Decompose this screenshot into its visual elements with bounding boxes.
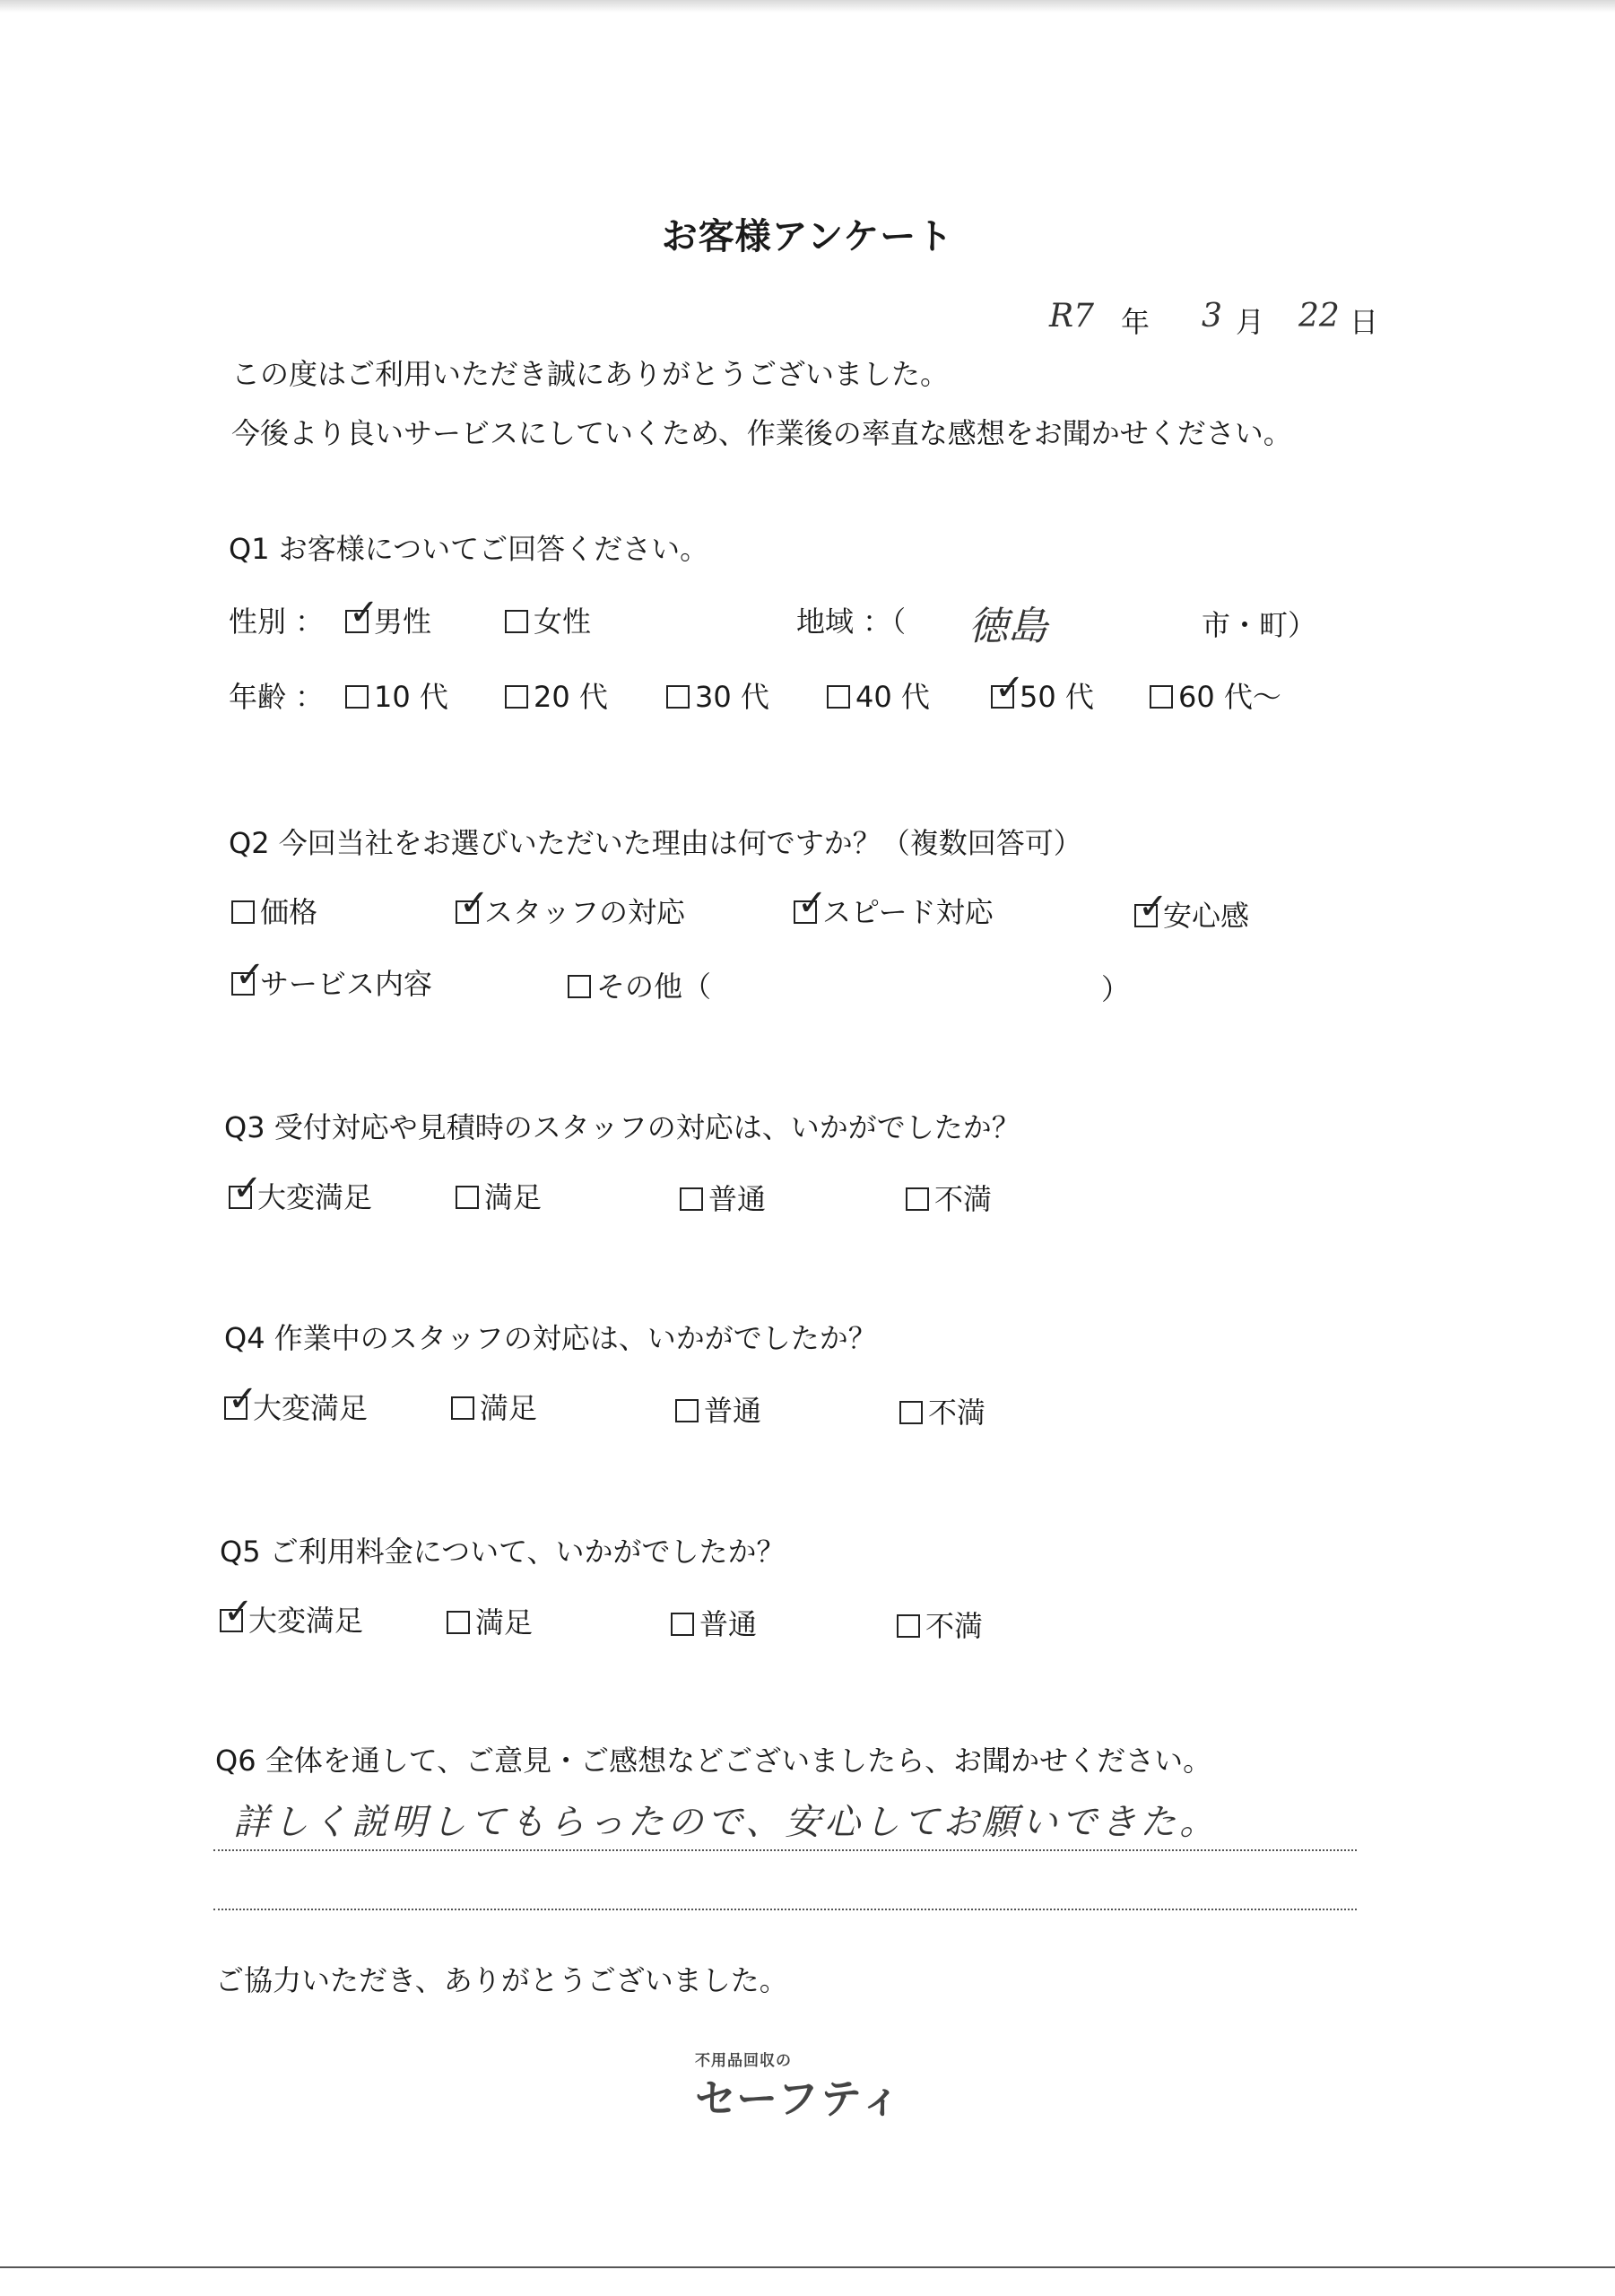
date-year-label: 年 (1121, 305, 1150, 339)
checkbox[interactable] (675, 1399, 699, 1422)
checkbox[interactable] (906, 1187, 929, 1211)
q5-option-very-satisfied[interactable] (220, 1598, 363, 1639)
checkbox-checked[interactable] (229, 1186, 252, 1209)
intro-line-1: この度はご利用いただき誠にありがとうございました。 (231, 357, 950, 391)
q2-option-other[interactable] (568, 964, 711, 1005)
option-label: 40 代 (855, 680, 930, 714)
gender-option-female[interactable] (505, 599, 591, 640)
q6-question: Q6 全体を通して、ご意見・ご感想などございましたら、お聞かせください。 (215, 1744, 1212, 1778)
q2-option-staff[interactable] (456, 890, 685, 931)
date-era-year: R7 (1049, 298, 1095, 335)
checkbox[interactable] (568, 975, 591, 998)
q3-option-normal[interactable] (680, 1177, 766, 1218)
answer-line-1 (213, 1849, 1357, 1851)
option-label: 満足 (484, 1180, 543, 1214)
option-label: 60 代～ (1178, 680, 1281, 714)
age-label: 年齢 ： (229, 680, 325, 714)
region-value: 徳島 (968, 604, 1047, 649)
q2-option-service[interactable] (231, 961, 432, 1003)
checkbox[interactable] (345, 685, 369, 709)
option-label: 不満 (925, 1609, 984, 1643)
checkbox-checked[interactable] (231, 972, 255, 996)
q4-option-dissatisfied[interactable] (899, 1390, 985, 1431)
q2-other-close: ） (1101, 972, 1131, 1006)
checkbox[interactable] (505, 610, 528, 633)
option-label: 大変満足 (253, 1391, 369, 1425)
q5-option-dissatisfied[interactable] (897, 1604, 983, 1645)
logo-name: セーフティ (695, 2074, 904, 2123)
q3-question: Q3 受付対応や見積時のスタッフの対応は、いかがでしたか？ (224, 1110, 1020, 1144)
q4-option-normal[interactable] (675, 1388, 761, 1430)
checkbox-checked[interactable] (1134, 904, 1158, 927)
q5-question: Q5 ご利用料金について、いかがでしたか？ (220, 1535, 786, 1569)
q1-question: Q1 お客様についてご回答ください。 (229, 532, 709, 566)
option-label: 満足 (480, 1391, 538, 1425)
option-label: 普通 (704, 1394, 762, 1428)
checkbox-checked[interactable] (224, 1396, 247, 1420)
option-label: 普通 (699, 1607, 758, 1641)
gender-label: 性別 ： (229, 604, 325, 639)
checkbox[interactable] (827, 685, 850, 709)
checkbox-checked[interactable] (991, 685, 1014, 709)
option-label: 安心感 (1163, 899, 1250, 933)
q3-option-dissatisfied[interactable] (906, 1177, 992, 1218)
date-day-label: 日 (1350, 305, 1379, 339)
checkbox[interactable] (231, 900, 255, 924)
q4-option-satisfied[interactable] (451, 1386, 537, 1427)
q2-question: Q2 今回当社をお選びいただいた理由は何ですか？（複数回答可） (229, 826, 1082, 860)
option-label: 満足 (475, 1605, 534, 1639)
checkbox-checked[interactable] (345, 610, 369, 633)
option-label: 不満 (934, 1182, 993, 1216)
q2-option-security[interactable] (1134, 893, 1249, 935)
checkbox[interactable] (666, 685, 690, 709)
q2-option-speed[interactable] (794, 890, 994, 931)
q5-option-satisfied[interactable] (447, 1600, 533, 1641)
option-label: 10 代 (374, 680, 448, 714)
option-label: スタッフの対応 (484, 895, 686, 929)
checkbox[interactable] (1150, 685, 1173, 709)
option-label: 不満 (928, 1396, 986, 1430)
age-option-60[interactable] (1150, 674, 1281, 716)
q5-option-normal[interactable] (671, 1602, 757, 1643)
option-label: 価格 (260, 895, 318, 929)
option-label: 大変満足 (257, 1180, 373, 1214)
gender-option-male[interactable] (345, 599, 431, 640)
checkbox[interactable] (447, 1611, 470, 1634)
checkbox[interactable] (680, 1187, 703, 1211)
q2-option-price[interactable] (231, 890, 317, 931)
option-label: その他（ (596, 970, 712, 1004)
option-label: スピード対応 (822, 895, 994, 929)
q3-option-very-satisfied[interactable] (229, 1175, 372, 1216)
option-label: 30 代 (695, 680, 769, 714)
age-option-10[interactable] (345, 674, 448, 716)
option-label: 男性 (374, 604, 432, 639)
q4-question: Q4 作業中のスタッフの対応は、いかがでしたか？ (224, 1321, 877, 1355)
logo-subtitle: 不用品回収の (695, 2052, 792, 2070)
intro-line-2: 今後より良いサービスにしていくため、作業後の率直な感想をお聞かせください。 (231, 416, 1292, 450)
option-label: 普通 (708, 1182, 767, 1216)
checkbox[interactable] (899, 1401, 923, 1424)
region-suffix: 市・町） (1202, 608, 1317, 642)
checkbox[interactable] (456, 1186, 479, 1209)
checkbox-checked[interactable] (220, 1609, 243, 1632)
date-month-label: 月 (1236, 305, 1265, 339)
option-label: 50 代 (1020, 680, 1094, 714)
checkbox[interactable] (671, 1613, 694, 1636)
q4-option-very-satisfied[interactable] (224, 1386, 368, 1427)
page-title: お客様アンケート (661, 216, 954, 257)
age-option-40[interactable] (827, 674, 930, 716)
option-label: 女性 (534, 604, 592, 639)
option-label: 大変満足 (248, 1604, 364, 1638)
checkbox[interactable] (505, 685, 528, 709)
date-day: 22 (1298, 298, 1340, 335)
checkbox[interactable] (451, 1396, 474, 1420)
q3-option-satisfied[interactable] (456, 1175, 542, 1216)
age-option-20[interactable] (505, 674, 608, 716)
checkbox[interactable] (897, 1614, 920, 1638)
scan-bottom-edge (0, 2266, 1615, 2268)
option-label: サービス内容 (260, 967, 433, 1001)
checkbox-checked[interactable] (794, 900, 817, 924)
date-month: 3 (1202, 298, 1222, 335)
checkbox-checked[interactable] (456, 900, 479, 924)
region-label: 地域 ：（ (796, 604, 907, 639)
age-option-50[interactable] (991, 674, 1094, 716)
answer-line-2 (213, 1909, 1357, 1910)
age-option-30[interactable] (666, 674, 769, 716)
q6-answer: 詳しく説明してもらったので、安心してお願いできた。 (233, 1802, 1220, 1843)
company-logo (695, 2048, 903, 2126)
option-label: 20 代 (534, 680, 608, 714)
closing-text: ご協力いただき、ありがとうございました。 (215, 1963, 788, 1997)
scan-edge (0, 0, 1615, 13)
